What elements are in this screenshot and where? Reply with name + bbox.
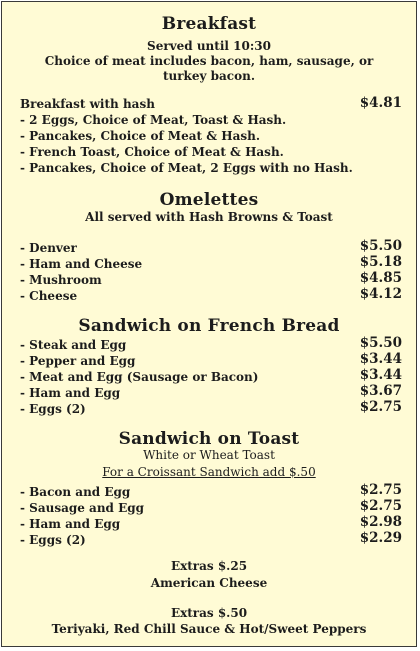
- breakfast-served-time: Served until 10:30: [147, 39, 271, 53]
- french-bread-title: Sandwich on French Bread: [78, 316, 340, 336]
- toast-item-price: $2.75: [359, 498, 402, 514]
- toast-item-name: - Ham and Egg: [20, 517, 121, 531]
- breakfast-meat-note: Choice of meat includes bacon, ham, sausage, or: [44, 54, 374, 68]
- french-bread-item-price: $2.75: [359, 399, 402, 415]
- toast-subtitle: White or Wheat Toast: [143, 448, 275, 462]
- menu-page: [1, 1, 417, 647]
- french-bread-item-price: $3.44: [359, 351, 402, 367]
- toast-item-price: $2.98: [359, 514, 402, 530]
- omelette-item-price: $5.18: [359, 254, 402, 270]
- toast-title: Sandwich on Toast: [118, 429, 300, 449]
- breakfast-title: Breakfast: [161, 14, 257, 34]
- breakfast-hash-price: $4.81: [359, 95, 402, 111]
- breakfast-item: - 2 Eggs, Choice of Meat, Toast & Hash.: [20, 113, 287, 127]
- extras-detail: Teriyaki, Red Chill Sauce & Hot/Sweet Peppers: [51, 622, 367, 636]
- breakfast-meat-note-cont: turkey bacon.: [162, 69, 256, 83]
- breakfast-item: - French Toast, Choice of Meat & Hash.: [20, 145, 284, 159]
- toast-item-name: - Sausage and Egg: [20, 501, 145, 515]
- omelette-item-name: - Mushroom: [20, 273, 102, 287]
- omelette-item-name: - Ham and Cheese: [20, 257, 143, 271]
- toast-item-price: $2.29: [359, 530, 402, 546]
- extras-title: Extras $.25: [170, 559, 248, 573]
- omelette-item-name: - Cheese: [20, 289, 78, 303]
- breakfast-item: - Pancakes, Choice of Meat & Hash.: [20, 129, 260, 143]
- breakfast-item: - Pancakes, Choice of Meat, 2 Eggs with no Hash.: [20, 161, 353, 175]
- toast-item-name: - Bacon and Egg: [20, 485, 131, 499]
- french-bread-item-price: $5.50: [359, 335, 402, 351]
- french-bread-item-price: $3.67: [359, 383, 402, 399]
- toast-item-name: - Eggs (2): [20, 533, 86, 547]
- omelette-item-name: - Denver: [20, 241, 77, 255]
- omelette-item-price: $4.12: [359, 286, 402, 302]
- french-bread-item-name: - Pepper and Egg: [20, 354, 136, 368]
- omelettes-title: Omelettes: [159, 190, 259, 210]
- breakfast-hash-label: Breakfast with hash: [20, 97, 155, 111]
- croissant-note: For a Croissant Sandwich add $.50: [102, 465, 316, 479]
- extras-detail: American Cheese: [150, 576, 268, 590]
- toast-item-price: $2.75: [359, 482, 402, 498]
- french-bread-item-name: - Steak and Egg: [20, 338, 127, 352]
- omelette-item-price: $4.85: [359, 270, 402, 286]
- french-bread-item-name: - Ham and Egg: [20, 386, 121, 400]
- omelettes-subtitle: All served with Hash Browns & Toast: [85, 210, 333, 224]
- french-bread-item-name: - Eggs (2): [20, 402, 86, 416]
- omelette-item-price: $5.50: [359, 238, 402, 254]
- french-bread-item-name: - Meat and Egg (Sausage or Bacon): [20, 370, 259, 384]
- extras-title: Extras $.50: [170, 606, 248, 620]
- french-bread-item-price: $3.44: [359, 367, 402, 383]
